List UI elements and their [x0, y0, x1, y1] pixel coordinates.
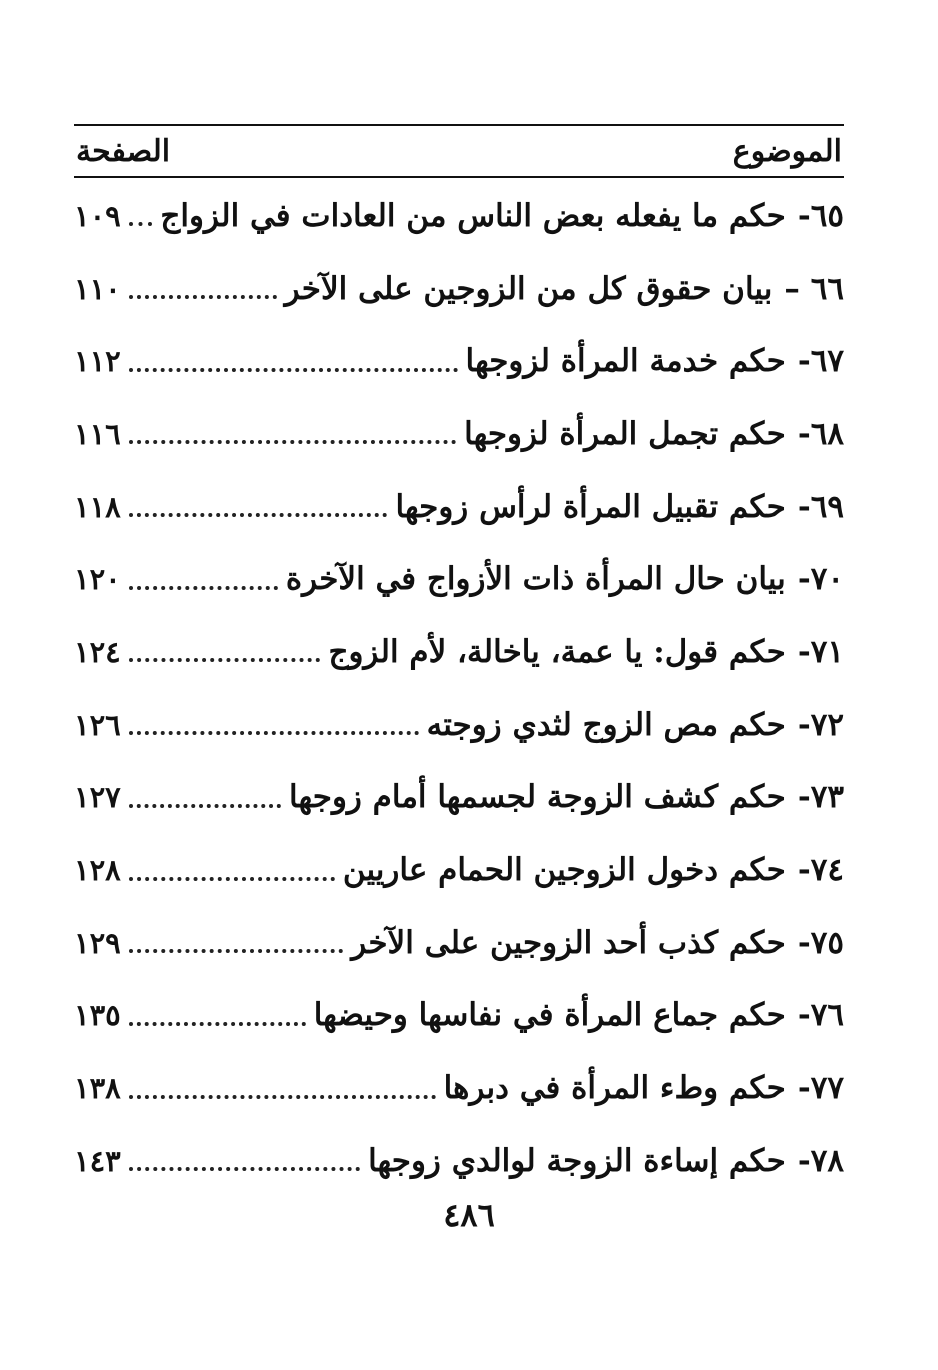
toc-list — [74, 180, 844, 1198]
toc-entry — [74, 689, 844, 762]
entry-page: ١١٢ — [74, 344, 121, 379]
dot-leader — [129, 513, 388, 517]
entry-title: حكم خدمة المرأة لزوجها — [465, 343, 786, 380]
toc-entry — [74, 471, 844, 544]
entry-number: ٧٤- — [797, 852, 844, 889]
dot-leader — [129, 295, 277, 299]
entry-title: حكم مص الزوج لثدي زوجته — [426, 706, 786, 743]
entry-page: ١٢٦ — [74, 707, 121, 742]
entry-title: حكم دخول الزوجين الحمام عاريين — [342, 852, 786, 889]
entry-title: حكم جماع المرأة في نفاسها وحيضها — [313, 997, 786, 1034]
dot-leader — [129, 1167, 360, 1171]
entry-page: ١٤٣ — [74, 1143, 121, 1178]
dot-leader — [129, 731, 419, 735]
entry-number: ٧٦- — [797, 997, 844, 1034]
toc-header — [74, 124, 844, 178]
entry-number: ٧٣- — [797, 779, 844, 816]
dot-leader — [129, 658, 321, 662]
page-number: ٤٨٦ — [443, 1196, 495, 1234]
entry-number: ٧٢- — [797, 706, 844, 743]
dot-leader — [129, 222, 153, 226]
entry-number: ٦٨- — [797, 415, 844, 452]
toc-entry — [74, 543, 844, 616]
entry-title: حكم كذب أحد الزوجين على الآخر — [351, 924, 786, 961]
toc-entry — [74, 180, 844, 253]
page-column-label: الصفحة — [76, 133, 171, 169]
toc-entry — [74, 1125, 844, 1198]
toc-entry — [74, 616, 844, 689]
dot-leader — [129, 949, 344, 953]
entry-number: ٧١- — [797, 633, 844, 670]
toc-entry — [74, 325, 844, 398]
entry-title: بيان حقوق كل من الزوجين على الآخر — [284, 270, 773, 307]
entry-title: حكم تقبيل المرأة لرأس زوجها — [395, 488, 786, 525]
entry-number: ٧٠- — [797, 561, 844, 598]
toc-entry — [74, 1052, 844, 1125]
toc-entry — [74, 762, 844, 835]
toc-entry — [74, 980, 844, 1053]
dot-leader — [129, 586, 278, 590]
entry-number: ٧٧- — [797, 1070, 844, 1107]
subject-column-label: الموضوع — [732, 133, 842, 169]
dot-leader — [129, 1095, 436, 1099]
entry-page: ١٢٧ — [74, 780, 121, 815]
entry-number: ٧٨- — [797, 1142, 844, 1179]
entry-title: حكم وطء المرأة في دبرها — [443, 1070, 786, 1107]
dot-leader — [129, 368, 458, 372]
entry-number: ٦٥- — [797, 197, 844, 234]
entry-page: ١٢٤ — [74, 634, 121, 669]
toc-entry — [74, 253, 844, 326]
entry-number: ٦٦ – — [784, 270, 844, 307]
entry-page: ١٢٩ — [74, 925, 121, 960]
entry-page: ١٠٩ — [74, 198, 121, 233]
entry-title: بيان حال المرأة ذات الأزواج في الآخرة — [285, 561, 786, 598]
toc-entry — [74, 834, 844, 907]
entry-title: حكم إساءة الزوجة لوالدي زوجها — [368, 1142, 786, 1179]
entry-title: حكم قول: يا عمة، ياخالة، لأم الزوج — [328, 633, 786, 670]
entry-page: ١١٠ — [74, 271, 121, 306]
entry-page: ١١٨ — [74, 489, 121, 524]
toc-entry — [74, 907, 844, 980]
entry-number: ٦٩- — [797, 488, 844, 525]
entry-title: حكم ما يفعله بعض الناس من العادات في الزواج — [160, 197, 786, 234]
entry-page: ١١٦ — [74, 416, 121, 451]
entry-number: ٧٥- — [797, 924, 844, 961]
dot-leader — [129, 1022, 306, 1026]
entry-title: حكم تجمل المرأة لزوجها — [464, 415, 786, 452]
toc-entry — [74, 398, 844, 471]
dot-leader — [129, 440, 456, 444]
dot-leader — [129, 804, 281, 808]
entry-title: حكم كشف الزوجة لجسمها أمام زوجها — [289, 779, 786, 816]
dot-leader — [129, 877, 335, 881]
entry-page: ١٣٨ — [74, 1071, 121, 1106]
entry-page: ١٣٥ — [74, 998, 121, 1033]
entry-number: ٦٧- — [797, 343, 844, 380]
entry-page: ١٢٠ — [74, 562, 121, 597]
entry-page: ١٢٨ — [74, 853, 121, 888]
